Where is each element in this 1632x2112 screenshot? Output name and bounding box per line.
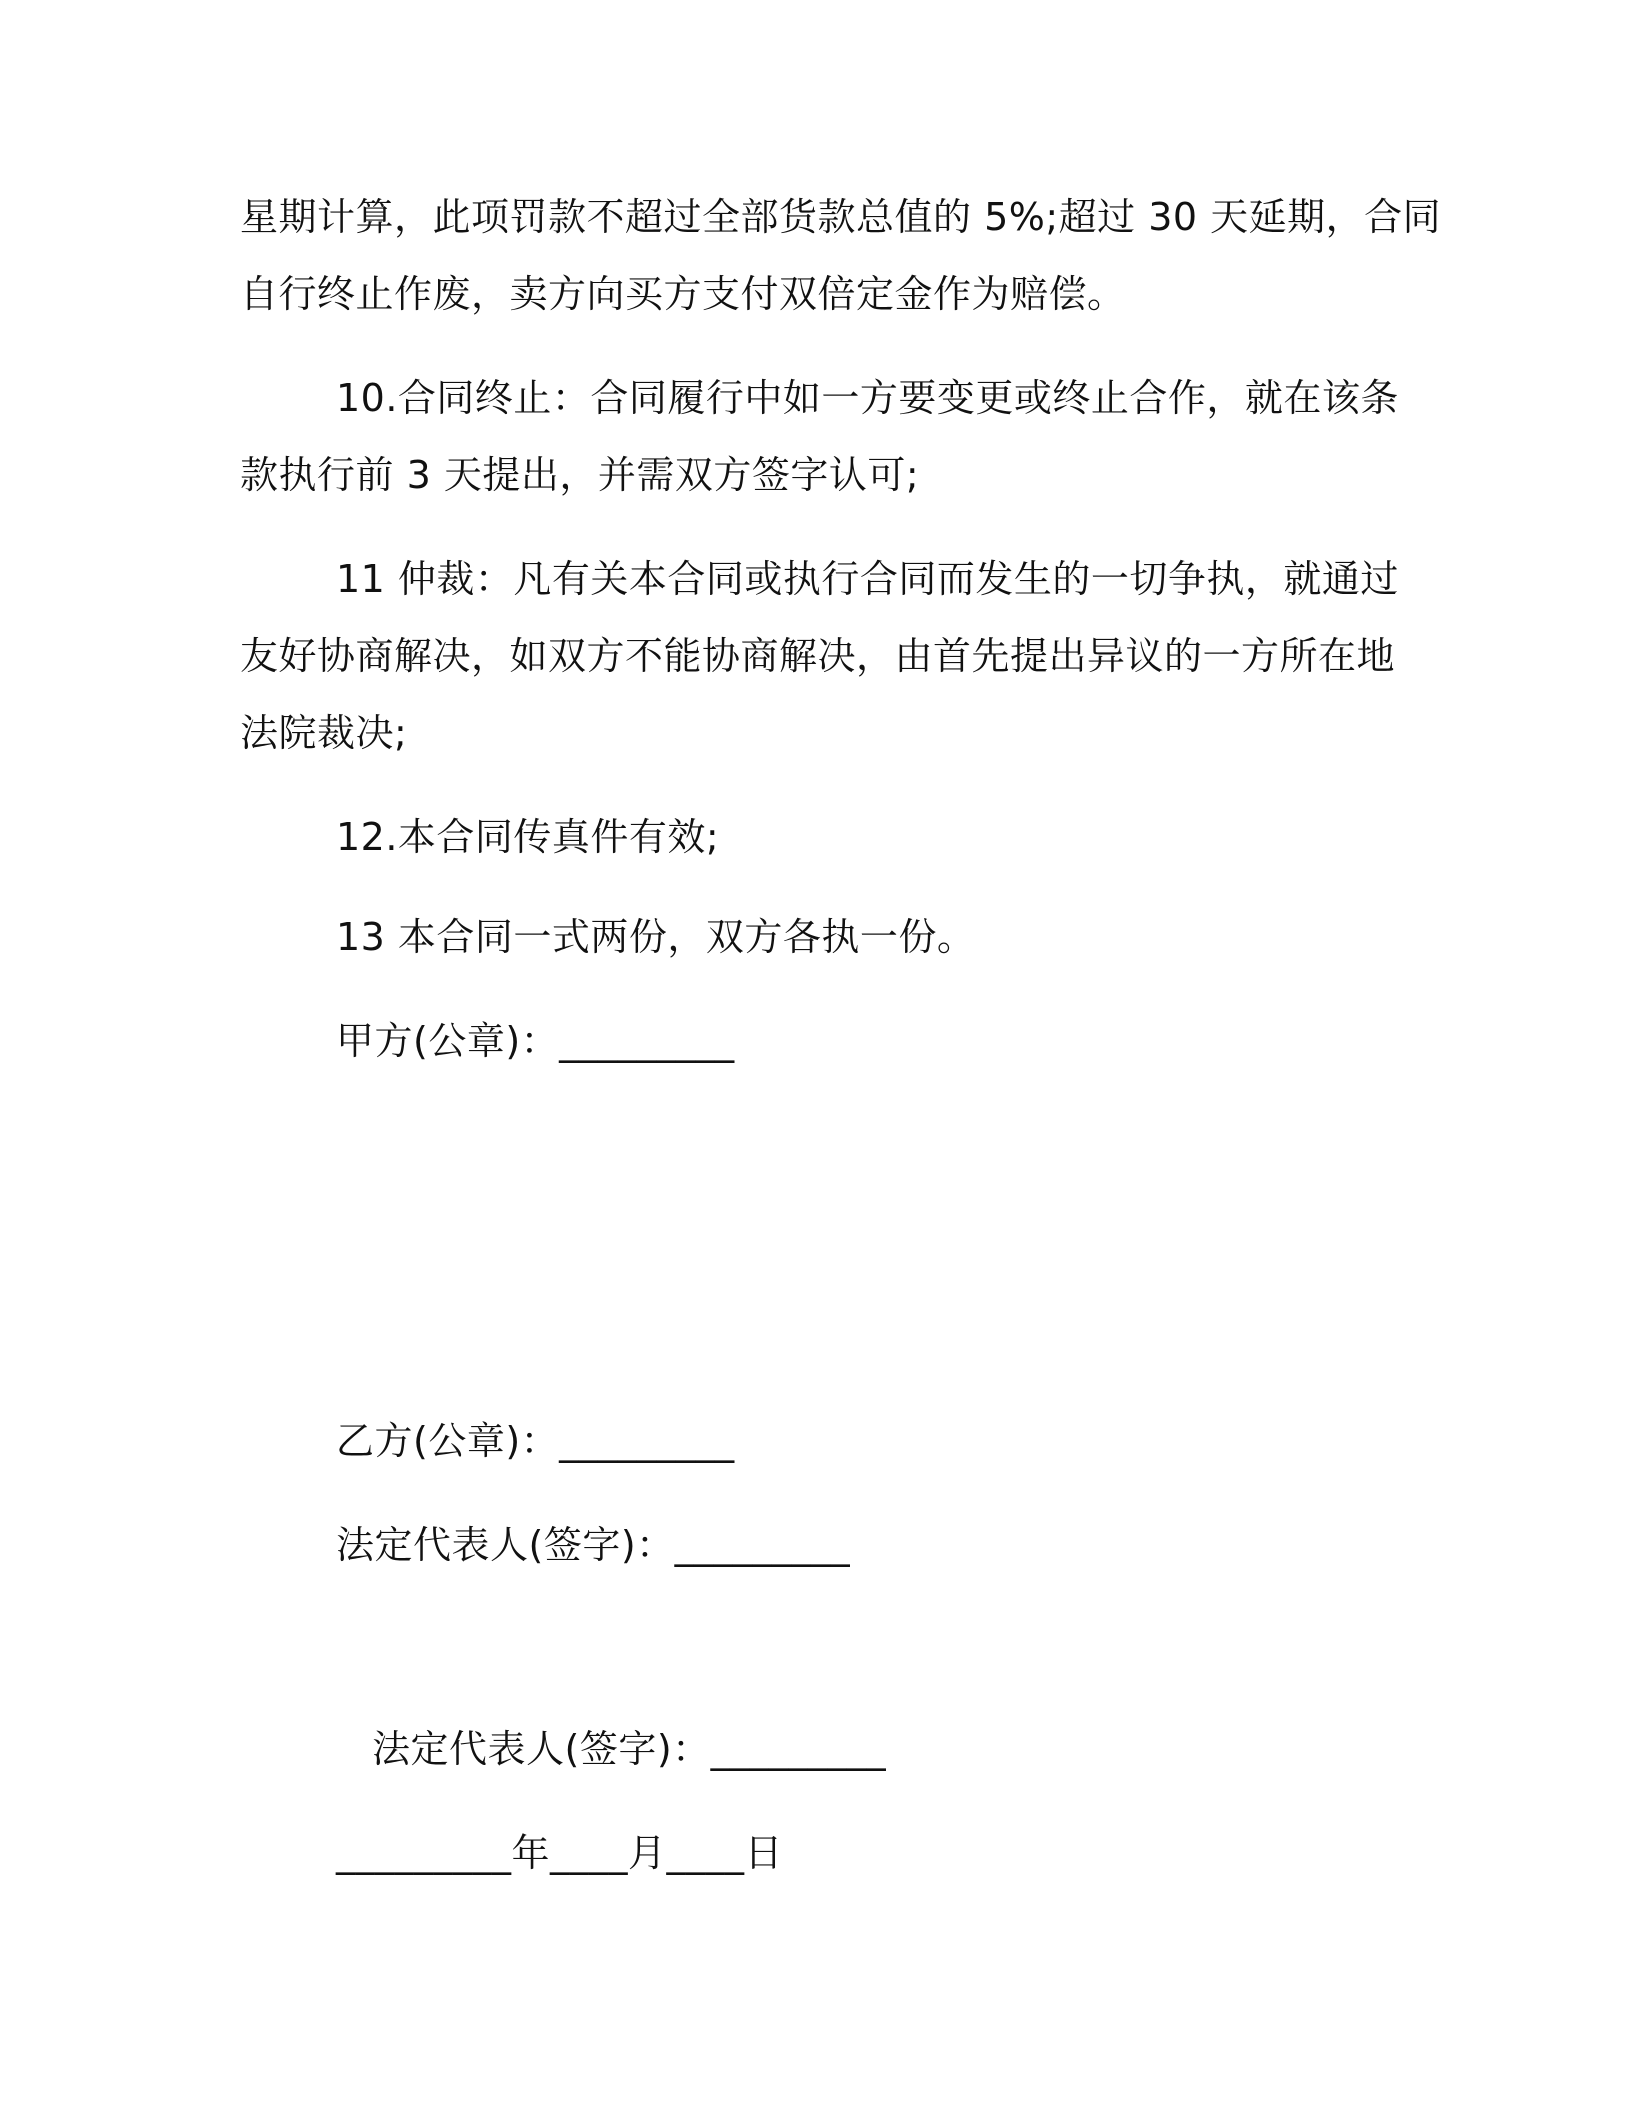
- party-b-seal-line: 乙方(公章)：_________: [336, 1419, 735, 1463]
- clause-10-line-2: 款执行前 3 天提出，并需双方签字认可;: [240, 453, 920, 497]
- date-line: _________年____月____日: [336, 1831, 784, 1875]
- clause-10-line-1: 10.合同终止：合同履行中如一方要变更或终止合作，就在该条: [336, 376, 1399, 420]
- clause-9-line-2: 自行终止作废，卖方向买方支付双倍定金作为赔偿。: [240, 272, 1126, 316]
- clause-12: 12.本合同传真件有效;: [336, 815, 720, 859]
- legal-rep-signature-line-1: 法定代表人(签字)：_________: [336, 1523, 851, 1567]
- legal-rep-signature-line-2: 法定代表人(签字)：_________: [372, 1727, 887, 1771]
- party-a-seal-line: 甲方(公章)：_________: [336, 1019, 735, 1063]
- clause-9-line-1: 星期计算，此项罚款不超过全部货款总值的 5%;超过 30 天延期，合同: [240, 195, 1442, 239]
- clause-11-line-1: 11 仲裁：凡有关本合同或执行合同而发生的一切争执，就通过: [336, 557, 1399, 601]
- clause-13: 13 本合同一式两份，双方各执一份。: [336, 915, 976, 959]
- clause-11-line-2: 友好协商解决，如双方不能协商解决，由首先提出异议的一方所在地: [240, 634, 1396, 678]
- clause-11-line-3: 法院裁决;: [240, 711, 408, 755]
